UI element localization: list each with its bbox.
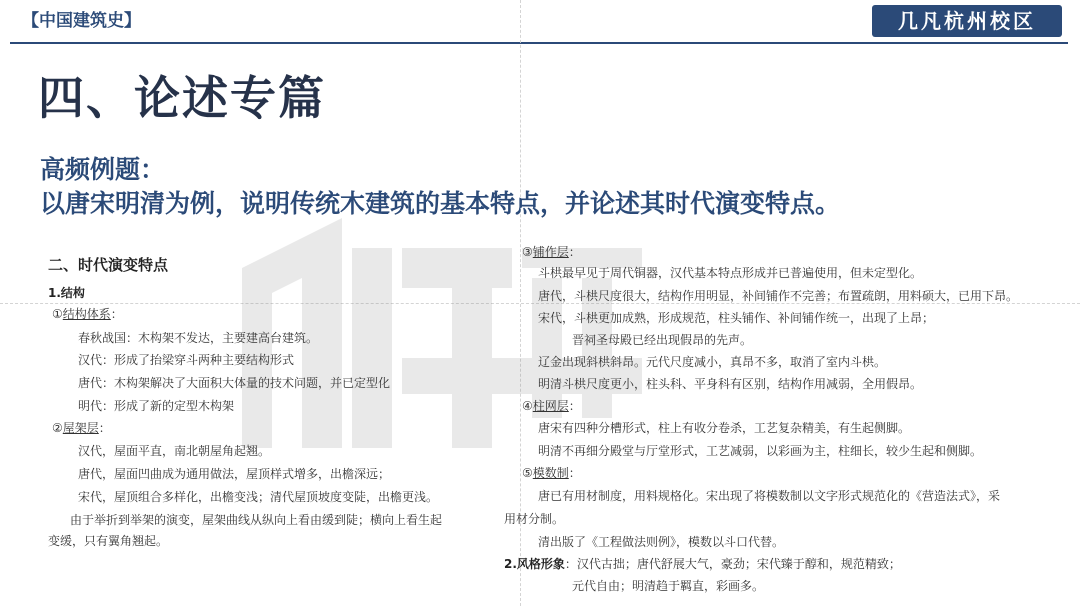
- item-colon: ：: [568, 245, 581, 259]
- paragraph-line: 由于举折到举架的演变，屋架曲线从纵向上看由缓到陡；横向上看生起: [70, 513, 443, 527]
- list-item: 春秋战国：木构架不发达，主要建高台建筑。: [78, 331, 319, 345]
- list-item: 辽金出现斜栱斜昂。元代尺度减小，真昂不多，取消了室内斗栱。: [538, 355, 887, 369]
- item-number: ③: [522, 245, 533, 259]
- list-item: 明清不再细分殿堂与厅堂形式，工艺减弱，以彩画为主，柱细长，较少生起和侧脚。: [538, 444, 983, 458]
- list-item: 汉代：形成了抬梁穿斗两种主要结构形式: [78, 353, 295, 367]
- question-label: 高频例题：: [40, 155, 166, 184]
- item-colon: ：: [98, 421, 111, 435]
- style-text: ：汉代古拙；唐代舒展大气，豪劲；宋代臻于醇和，规范精致；: [564, 557, 901, 571]
- item-number: ②: [52, 421, 63, 435]
- page-title: 四、论述专篇: [38, 71, 326, 125]
- item-heading-roof-frame: [52, 420, 111, 436]
- list-item: 宋代，屋顶组合多样化，出檐变浅；清代屋顶坡度变陡，出檐更浅。: [78, 490, 439, 504]
- item-heading-column-grid: [522, 398, 581, 414]
- list-item: 明清斗栱尺度更小，柱头科、平身科有区别，结构作用减弱，全用假昂。: [538, 377, 923, 391]
- list-item: 明代：形成了新的定型木构架: [78, 399, 235, 413]
- subsection-structure: 1.结构: [48, 286, 85, 300]
- item-heading-modular-system: [522, 465, 581, 481]
- style-line: [504, 556, 901, 572]
- campus-badge: 几凡杭州校区: [872, 5, 1062, 37]
- paragraph-line: 用材分制。: [504, 512, 565, 526]
- header-divider: [10, 42, 1068, 44]
- list-item: 汉代，屋面平直，南北朝屋角起翘。: [78, 444, 271, 458]
- question-text: 以唐宋明清为例，说明传统木建筑的基本特点，并论述其时代演变特点。: [40, 189, 841, 218]
- list-item: 唐代，斗栱尺度很大，结构作用明显，补间铺作不完善；布置疏朗，用料硕大，已用下昂。: [538, 289, 1019, 303]
- course-title: 【中国建筑史】: [22, 11, 141, 31]
- item-colon: ：: [568, 466, 581, 480]
- list-item: 晋祠圣母殿已经出现假昂的先声。: [572, 333, 753, 347]
- list-item: 唐代，屋面凹曲成为通用做法，屋顶样式增多，出檐深远；: [78, 467, 391, 481]
- item-heading-bracket-layer: [522, 244, 581, 260]
- list-item: 斗栱最早见于周代铜器，汉代基本特点形成并已普遍使用，但未定型化。: [538, 266, 923, 280]
- list-item: 宋代，斗栱更加成熟，形成规范，柱头铺作、补间铺作统一，出现了上昂；: [538, 311, 935, 325]
- list-item: 唐代：木构架解决了大面积大体量的技术问题，并已定型化: [78, 376, 391, 390]
- item-heading-structure-system: [52, 306, 123, 322]
- item-title: 模数制: [532, 466, 569, 480]
- item-title: 屋架层: [62, 421, 99, 435]
- item-number: ⑤: [522, 466, 533, 480]
- section-heading: 二、时代演变特点: [48, 256, 169, 274]
- item-colon: ：: [110, 307, 123, 321]
- item-title: 结构体系: [62, 307, 111, 321]
- style-label: 2.风格形象: [504, 557, 565, 571]
- watermark-logo: [232, 208, 652, 448]
- item-number: ④: [522, 399, 533, 413]
- paragraph-line: 清出版了《工程做法则例》，模数以斗口代替。: [538, 535, 785, 549]
- item-number: ①: [52, 307, 63, 321]
- paragraph-line: 唐已有用材制度，用料规格化。宋出现了将模数制以文字形式规范化的《营造法式》，采: [538, 489, 1001, 503]
- item-title: 柱网层: [532, 399, 569, 413]
- item-title: 铺作层: [532, 245, 569, 259]
- paragraph-line: 变缓，只有翼角翘起。: [48, 534, 169, 548]
- item-colon: ：: [568, 399, 581, 413]
- style-line: 元代自由；明清趋于羁直，彩画多。: [572, 579, 765, 593]
- list-item: 唐宋有四种分槽形式，柱上有收分卷杀，工艺复杂精美，有生起侧脚。: [538, 421, 911, 435]
